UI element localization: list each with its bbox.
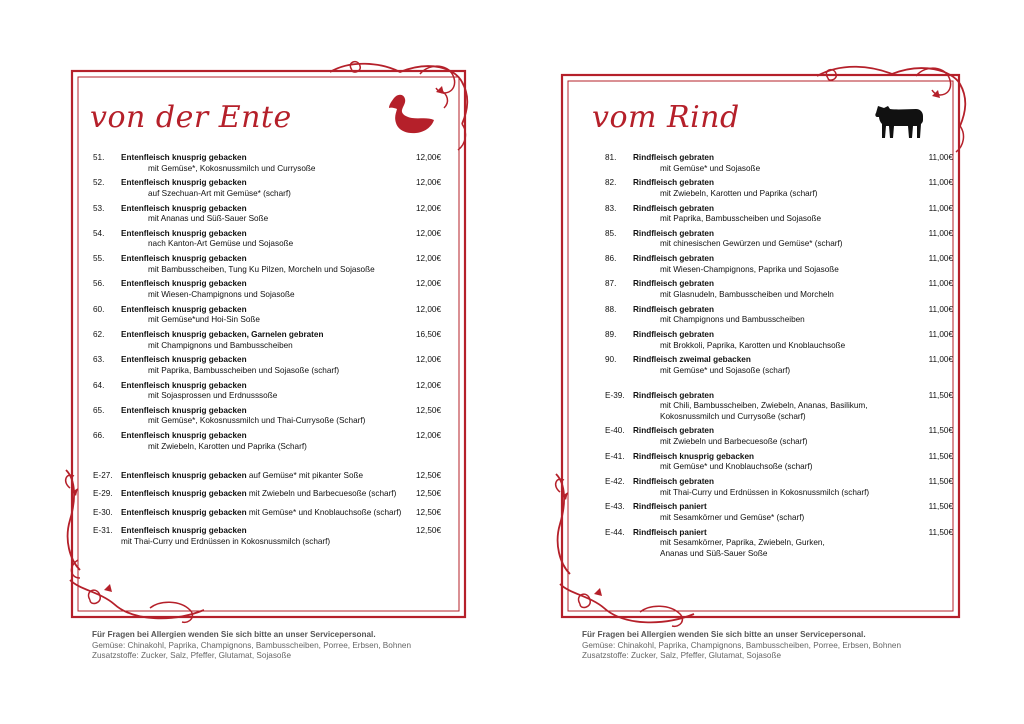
allergy-note: Für Fragen bei Allergien wenden Sie sich bitte an unser Servicepersonal. <box>92 630 376 639</box>
menu-item <box>605 279 965 300</box>
item-price: 11,00€ <box>928 279 953 289</box>
item-description: auf Szechuan-Art mit Gemüse* (scharf) <box>148 188 291 198</box>
item-number: 85. <box>605 228 617 238</box>
item-name <box>633 178 965 189</box>
item-name-text: Entenfleisch knusprig gebacken <box>121 228 247 238</box>
beef-menu-page <box>512 0 1024 724</box>
item-name-text: Rindfleisch gebraten <box>633 178 714 188</box>
item-description: mit Wiesen-Champignons und Sojasoße <box>148 289 295 299</box>
item-price: 12,00€ <box>415 279 441 289</box>
item-description: mit Gemüse* und Knoblauchsoße (scharf) <box>660 462 813 472</box>
item-description: mit Brokkoli, Paprika, Karotten und Knoblauchsoße <box>660 340 846 350</box>
menu-item <box>93 229 453 250</box>
item-number: 86. <box>605 254 617 264</box>
item-number: 88. <box>605 304 617 314</box>
item-name-text: Rindfleisch gebraten <box>633 228 714 238</box>
item-price: 12,00€ <box>415 380 441 390</box>
item-description: mit Thai-Curry und Erdnüssen in Kokosnussmilch (scharf) <box>660 487 870 497</box>
item-name-text: Entenfleisch knusprig gebacken <box>121 431 247 441</box>
menu-item <box>93 431 453 452</box>
item-description: mit Gemüse*, Kokosnussmilch und Thai-Currysoße (Scharf) <box>148 416 366 426</box>
item-name-text: Entenfleisch knusprig gebacken <box>121 254 247 264</box>
allergy-footer <box>92 630 411 662</box>
item-number: E-41. <box>605 451 625 461</box>
item-name-text: Entenfleisch knusprig gebacken <box>121 279 247 289</box>
item-name-text: Rindfleisch knusprig gebacken <box>633 451 755 461</box>
item-description: mit Champignons und Bambusscheiben <box>148 340 293 350</box>
item-price: 11,00€ <box>928 203 953 213</box>
menu-item <box>605 528 965 560</box>
item-name <box>121 204 453 215</box>
menu-item <box>93 471 453 482</box>
item-name-text: Entenfleisch knusprig gebacken <box>121 178 247 188</box>
item-name-text: Entenfleisch knusprig gebacken <box>121 470 247 480</box>
item-name <box>633 355 965 366</box>
item-price: 11,50€ <box>928 502 953 512</box>
item-name-text: Entenfleisch knusprig gebacken <box>121 526 247 536</box>
item-number: E-40. <box>605 426 625 436</box>
allergy-note: Für Fragen bei Allergien wenden Sie sich bitte an unser Servicepersonal. <box>582 630 866 639</box>
item-name-text: Rindfleisch paniert <box>633 502 707 512</box>
item-description: mit Gemüse*, Kokosnussmilch und Currysoße <box>148 163 316 173</box>
menu-item <box>605 452 965 473</box>
item-description: mit Thai-Curry und Erdnüssen in Kokosnussmilch (scharf) <box>121 536 331 546</box>
item-description: nach Kanton-Art Gemüse und Sojasoße <box>148 239 294 249</box>
item-name-text: Rindfleisch gebraten <box>633 477 714 487</box>
item-name <box>121 406 453 417</box>
item-number: 55. <box>93 254 105 264</box>
item-price: 11,50€ <box>928 390 953 400</box>
item-price: 12,50€ <box>415 526 441 536</box>
menu-item <box>93 330 453 351</box>
menu-item <box>605 178 965 199</box>
menu-item <box>605 204 965 225</box>
item-name <box>121 330 453 341</box>
item-name-text: Rindfleisch gebraten <box>633 426 714 436</box>
item-name <box>121 229 453 240</box>
item-name-text: Rindfleisch paniert <box>633 527 707 537</box>
item-name <box>121 305 453 316</box>
item-description: mit Zwiebeln, Karotten und Paprika (scharf) <box>660 188 818 198</box>
item-name <box>121 178 453 189</box>
item-description-inline: mit Zwiebeln und Barbecuesoße (scharf) <box>246 489 397 499</box>
item-number: E-42. <box>605 477 625 487</box>
item-name <box>121 355 453 366</box>
menu-item <box>93 355 453 376</box>
item-number: E-44. <box>605 527 625 537</box>
item-name-text: Entenfleisch knusprig gebacken <box>121 489 247 499</box>
item-number: 81. <box>605 153 617 162</box>
vegetables-note: Gemüse: Chinakohl, Paprika, Champignons, Bambusscheiben, Porree, Erbsen, Bohnen <box>92 640 412 650</box>
item-description: mit Gemüse* und Sojasoße <box>660 163 761 173</box>
vegetables-note: Gemüse: Chinakohl, Paprika, Champignons, Bambusscheiben, Porree, Erbsen, Bohnen <box>582 640 902 650</box>
item-name <box>633 426 965 437</box>
item-name <box>121 254 453 265</box>
item-description: mit Champignons und Bambusscheiben <box>660 315 805 325</box>
item-price: 11,00€ <box>928 355 953 365</box>
item-number: 65. <box>93 405 105 415</box>
item-name-text: Rindfleisch gebraten <box>633 254 714 264</box>
item-price: 12,00€ <box>415 153 441 162</box>
allergy-footer <box>582 630 901 662</box>
item-description: mit Chili, Bambusscheiben, Zwiebeln, Ananas, Basilikum, <box>660 401 868 411</box>
menu-item <box>605 391 965 423</box>
additives-note: Zusatzstoffe: Zucker, Salz, Pfeffer, Glutamat, Sojasoße <box>92 651 292 661</box>
menu-item <box>93 279 453 300</box>
menu-item <box>605 426 965 447</box>
item-description-2: Kokosnussmilch und Currysoße (scharf) <box>660 411 806 421</box>
item-description: mit Sojasprossen und Erdnusssoße <box>148 391 278 401</box>
item-number: E-43. <box>605 502 625 512</box>
menu-item <box>93 406 453 427</box>
section-title: vom Rind <box>592 100 740 135</box>
item-description: mit Zwiebeln und Barbecuesoße (scharf) <box>660 436 808 446</box>
menu-item <box>93 178 453 199</box>
item-price: 11,50€ <box>928 451 953 461</box>
item-number: 62. <box>93 330 105 340</box>
cow-icon <box>874 100 926 140</box>
item-name-text: Rindfleisch gebraten <box>633 304 714 314</box>
menu-item <box>605 153 965 174</box>
item-name <box>121 526 453 537</box>
item-description: mit Ananas und Süß-Sauer Soße <box>148 214 269 224</box>
item-number: E-39. <box>605 390 625 400</box>
item-description-2: Ananas und Süß-Sauer Soße <box>660 548 768 558</box>
item-name <box>633 153 965 164</box>
item-number: 51. <box>93 153 105 162</box>
item-number: 89. <box>605 330 617 340</box>
additives-note: Zusatzstoffe: Zucker, Salz, Pfeffer, Glutamat, Sojasoße <box>582 651 782 661</box>
item-name-text: Rindfleisch gebraten <box>633 153 714 162</box>
item-number: 83. <box>605 203 617 213</box>
item-price: 11,00€ <box>928 153 953 162</box>
section-title: von der Ente <box>90 100 292 135</box>
item-description: mit Glasnudeln, Bambusscheiben und Morcheln <box>660 289 834 299</box>
item-number: E-31. <box>93 526 113 536</box>
item-price: 11,00€ <box>928 304 953 314</box>
item-price: 11,00€ <box>928 178 953 188</box>
item-price: 12,00€ <box>415 304 441 314</box>
menu-item <box>93 204 453 225</box>
item-name-text: Entenfleisch knusprig gebacken <box>121 304 247 314</box>
item-number: 63. <box>93 355 105 365</box>
duck-icon <box>388 92 436 136</box>
item-price: 12,00€ <box>415 355 441 365</box>
item-name <box>121 153 453 164</box>
item-number: E-30. <box>93 507 113 517</box>
item-name <box>121 381 453 392</box>
menu-item <box>93 305 453 326</box>
menu-item <box>605 229 965 250</box>
item-name-text: Rindfleisch gebraten <box>633 390 714 400</box>
item-price: 12,00€ <box>415 203 441 213</box>
menu-item <box>605 477 965 498</box>
item-name <box>633 528 965 539</box>
item-description: mit Paprika, Bambusscheiben und Sojasoße <box>660 214 822 224</box>
item-description-inline: mit Gemüse* und Knoblauchsoße (scharf) <box>246 507 402 517</box>
item-name-text: Rindfleisch gebraten <box>633 203 714 213</box>
item-name-text: Entenfleisch knusprig gebacken <box>121 355 247 365</box>
item-number: 87. <box>605 279 617 289</box>
item-price: 12,50€ <box>415 405 441 415</box>
item-description: mit Gemüse* und Sojasoße (scharf) <box>660 365 791 375</box>
item-description: mit Gemüse*und Hoi-Sin Soße <box>148 315 260 325</box>
menu-item <box>93 153 453 174</box>
item-name <box>633 305 965 316</box>
menu-list <box>605 153 965 563</box>
item-description: mit Paprika, Bambusscheiben und Sojasoße (scharf) <box>148 365 340 375</box>
item-name-text: Entenfleisch knusprig gebacken <box>121 507 247 517</box>
menu-item <box>605 355 965 376</box>
menu-item <box>605 305 965 326</box>
item-price: 12,50€ <box>415 470 441 480</box>
menu-item <box>93 254 453 275</box>
item-price: 12,00€ <box>415 228 441 238</box>
item-description: mit Zwiebeln, Karotten und Paprika (Scharf) <box>148 441 307 451</box>
menu-item <box>93 489 453 500</box>
item-description: mit chinesischen Gewürzen und Gemüse* (scharf) <box>660 239 843 249</box>
item-number: 54. <box>93 228 105 238</box>
item-name <box>633 254 965 265</box>
item-name-text: Entenfleisch knusprig gebacken <box>121 203 247 213</box>
item-price: 11,00€ <box>928 254 953 264</box>
item-price: 12,50€ <box>415 507 441 517</box>
item-price: 11,00€ <box>928 228 953 238</box>
item-price: 12,00€ <box>415 431 441 441</box>
item-price: 11,00€ <box>928 330 953 340</box>
item-price: 11,50€ <box>928 527 953 537</box>
item-number: 82. <box>605 178 617 188</box>
item-name-text: Entenfleisch knusprig gebacken, Garnelen gebraten <box>121 330 324 340</box>
item-name-text: Rindfleisch gebraten <box>633 330 714 340</box>
item-name <box>121 279 453 290</box>
menu-item <box>93 526 453 547</box>
item-number: 66. <box>93 431 105 441</box>
item-name <box>633 391 965 402</box>
item-number: E-29. <box>93 489 113 499</box>
menu-item <box>605 254 965 275</box>
item-name <box>633 204 965 215</box>
menu-item <box>93 508 453 519</box>
item-description: mit Sesamkörner und Gemüse* (scharf) <box>660 512 805 522</box>
item-price: 12,50€ <box>415 489 441 499</box>
item-description: mit Sesamkörner, Paprika, Zwiebeln, Gurken, <box>660 538 825 548</box>
item-price: 12,00€ <box>415 178 441 188</box>
item-description: mit Bambusscheiben, Tung Ku Pilzen, Morcheln und Sojasoße <box>148 264 375 274</box>
item-name-text: Rindfleisch zweimal gebacken <box>633 355 751 365</box>
item-number: E-27. <box>93 470 113 480</box>
item-number: 64. <box>93 380 105 390</box>
item-name <box>633 229 965 240</box>
item-number: 52. <box>93 178 105 188</box>
item-number: 53. <box>93 203 105 213</box>
item-name-text: Rindfleisch gebraten <box>633 279 714 289</box>
item-price: 11,50€ <box>928 477 953 487</box>
item-name-text: Entenfleisch knusprig gebacken <box>121 405 247 415</box>
item-name <box>633 502 965 513</box>
menu-list <box>93 153 453 555</box>
menu-item <box>93 381 453 402</box>
item-description: mit Wiesen-Champignons, Paprika und Sojasoße <box>660 264 839 274</box>
item-description-inline: auf Gemüse* mit pikanter Soße <box>246 470 364 480</box>
item-price: 12,00€ <box>415 254 441 264</box>
menu-item <box>605 502 965 523</box>
item-price: 11,50€ <box>928 426 953 436</box>
item-name <box>633 279 965 290</box>
item-name <box>633 477 965 488</box>
item-name <box>633 452 965 463</box>
item-name <box>121 471 453 482</box>
item-number: 56. <box>93 279 105 289</box>
item-number: 90. <box>605 355 617 365</box>
menu-item <box>605 330 965 351</box>
item-price: 16,50€ <box>415 330 441 340</box>
item-name <box>121 431 453 442</box>
item-name <box>121 489 453 500</box>
item-name <box>121 508 453 519</box>
item-name-text: Entenfleisch knusprig gebacken <box>121 153 247 162</box>
item-number: 60. <box>93 304 105 314</box>
item-name-text: Entenfleisch knusprig gebacken <box>121 380 247 390</box>
item-name <box>633 330 965 341</box>
